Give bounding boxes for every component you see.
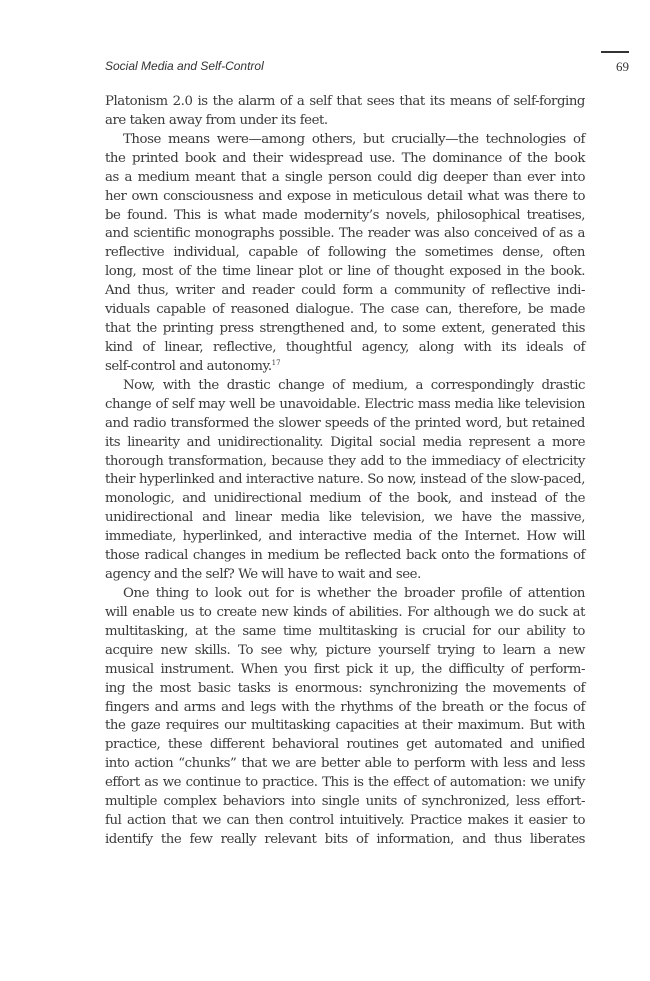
text-line bbox=[105, 434, 585, 453]
text-line bbox=[105, 793, 585, 812]
text-line bbox=[105, 93, 585, 112]
text-line-content: ful action that we can then control intuitively. Practice makes it easier to bbox=[105, 813, 585, 829]
text-line-content: viduals capable of reasoned dialogue. The case can, therefore, be made bbox=[105, 302, 585, 318]
text-line bbox=[105, 812, 585, 831]
text-line-content: those radical changes in medium be reflected back onto the formations of bbox=[105, 548, 585, 564]
text-line bbox=[105, 131, 585, 150]
text-line-content: be found. This is what made modernity’s novels, philosophical treatises, bbox=[105, 207, 585, 223]
text-line-content: and radio transformed the slower speeds of the printed word, but retained bbox=[105, 415, 585, 431]
text-line-content: multiple complex behaviors into single units of synchronized, less effort- bbox=[105, 794, 585, 810]
footnote-marker: 17 bbox=[271, 358, 281, 367]
text-line-content: reflective individual, capable of following the sometimes dense, often bbox=[105, 245, 585, 261]
text-line bbox=[105, 244, 585, 263]
text-line-content: its linearity and unidirectionality. Digital social media represent a more bbox=[105, 434, 585, 450]
text-line bbox=[105, 680, 585, 699]
text-line bbox=[105, 453, 585, 472]
text-line-content: their hyperlinked and interactive nature. So now, instead of the slow-paced, bbox=[105, 472, 585, 488]
text-line-content: monologic, and unidirectional medium of the book, and instead of the bbox=[105, 491, 585, 507]
text-line-content: the gaze requires our multitasking capacities at their maximum. But with bbox=[105, 718, 585, 734]
text-line bbox=[105, 169, 585, 188]
text-line bbox=[105, 150, 585, 169]
text-line bbox=[105, 585, 585, 604]
text-line bbox=[105, 755, 585, 774]
text-line bbox=[105, 509, 585, 528]
text-line bbox=[105, 358, 585, 377]
text-line bbox=[105, 528, 585, 547]
text-line-content: identify the few really relevant bits of information, and thus liberates bbox=[105, 831, 585, 847]
text-line-content: the printed book and their widespread use. The dominance of the book bbox=[105, 150, 585, 166]
text-line-content: fingers and arms and legs with the rhythms of the breath or the focus of bbox=[105, 699, 585, 715]
text-line-content: her own consciousness and expose in meticulous detail what was there to bbox=[105, 188, 585, 204]
text-line-content: And thus, writer and reader could form a community of reflective indi- bbox=[105, 283, 585, 299]
text-line bbox=[105, 112, 585, 131]
text-line-content: and scientific monographs possible. The reader was also conceived of as a bbox=[105, 226, 585, 242]
text-line-content: unidirectional and linear media like television, we have the massive, bbox=[105, 510, 585, 526]
text-line bbox=[105, 188, 585, 207]
text-line bbox=[105, 396, 585, 415]
header-rule bbox=[601, 51, 629, 53]
text-line-content: practice, these different behavioral routines get automated and unified bbox=[105, 737, 585, 753]
text-line bbox=[105, 661, 585, 680]
text-line bbox=[105, 642, 585, 661]
text-line bbox=[105, 263, 585, 282]
text-line bbox=[105, 207, 585, 226]
text-line bbox=[105, 282, 585, 301]
text-line bbox=[105, 736, 585, 755]
text-line bbox=[105, 320, 585, 339]
text-line bbox=[105, 471, 585, 490]
text-line bbox=[105, 831, 585, 850]
text-line-content: acquire new skills. To see why, picture yourself trying to learn a new bbox=[105, 642, 585, 658]
text-line-content: Those means were—among others, but crucially—the technologies of bbox=[123, 131, 585, 147]
text-line bbox=[105, 774, 585, 793]
text-line bbox=[105, 339, 585, 358]
text-line-content: Now, with the drastic change of medium, a correspondingly drastic bbox=[123, 377, 585, 393]
text-line bbox=[105, 566, 585, 585]
text-line-content: into action “chunks” that we are better able to perform with less and less bbox=[105, 756, 585, 772]
text-line bbox=[105, 225, 585, 244]
text-line-content: will enable us to create new kinds of abilities. For although we do suck at bbox=[105, 604, 585, 620]
body-text bbox=[105, 93, 585, 850]
text-line-content: One thing to look out for is whether the broader profile of attention bbox=[123, 585, 585, 601]
text-line-content: musical instrument. When you first pick it up, the difficulty of perform- bbox=[105, 661, 585, 677]
text-line-content: ing the most basic tasks is enormous: synchronizing the movements of bbox=[105, 680, 585, 696]
text-line-content: thorough transformation, because they add to the immediacy of electricity bbox=[105, 453, 585, 469]
text-line-content: effort as we continue to practice. This is the effect of automation: we unify bbox=[105, 775, 585, 791]
text-line bbox=[105, 415, 585, 434]
text-line bbox=[105, 717, 585, 736]
page-number: 69 bbox=[616, 59, 629, 74]
text-line-content: as a medium meant that a single person could dig deeper than ever into bbox=[105, 169, 585, 185]
text-line-content: that the printing press strengthened and, to some extent, generated this bbox=[105, 321, 585, 337]
text-line-content: agency and the self? We will have to wait and see. bbox=[105, 567, 421, 583]
text-line-content: self-control and autonomy. bbox=[105, 358, 272, 374]
text-line-content: are taken away from under its feet. bbox=[105, 112, 328, 128]
text-line-content: multitasking, at the same time multitasking is crucial for our ability to bbox=[105, 623, 585, 639]
text-line bbox=[105, 301, 585, 320]
text-line-content: kind of linear, reflective, thoughtful agency, along with its ideals of bbox=[105, 339, 585, 355]
text-line bbox=[105, 604, 585, 623]
text-line bbox=[105, 547, 585, 566]
text-line-content: long, most of the time linear plot or line of thought exposed in the book. bbox=[105, 264, 585, 280]
text-line bbox=[105, 377, 585, 396]
running-head: Social Media and Self-Control bbox=[105, 59, 264, 73]
text-line bbox=[105, 490, 585, 509]
text-line-content: change of self may well be unavoidable. Electric mass media like television bbox=[105, 396, 585, 412]
text-line-content: Platonism 2.0 is the alarm of a self that sees that its means of self-forging bbox=[105, 94, 585, 109]
text-line-content: immediate, hyperlinked, and interactive media of the Internet. How will bbox=[105, 529, 585, 545]
text-line bbox=[105, 623, 585, 642]
text-line bbox=[105, 699, 585, 718]
